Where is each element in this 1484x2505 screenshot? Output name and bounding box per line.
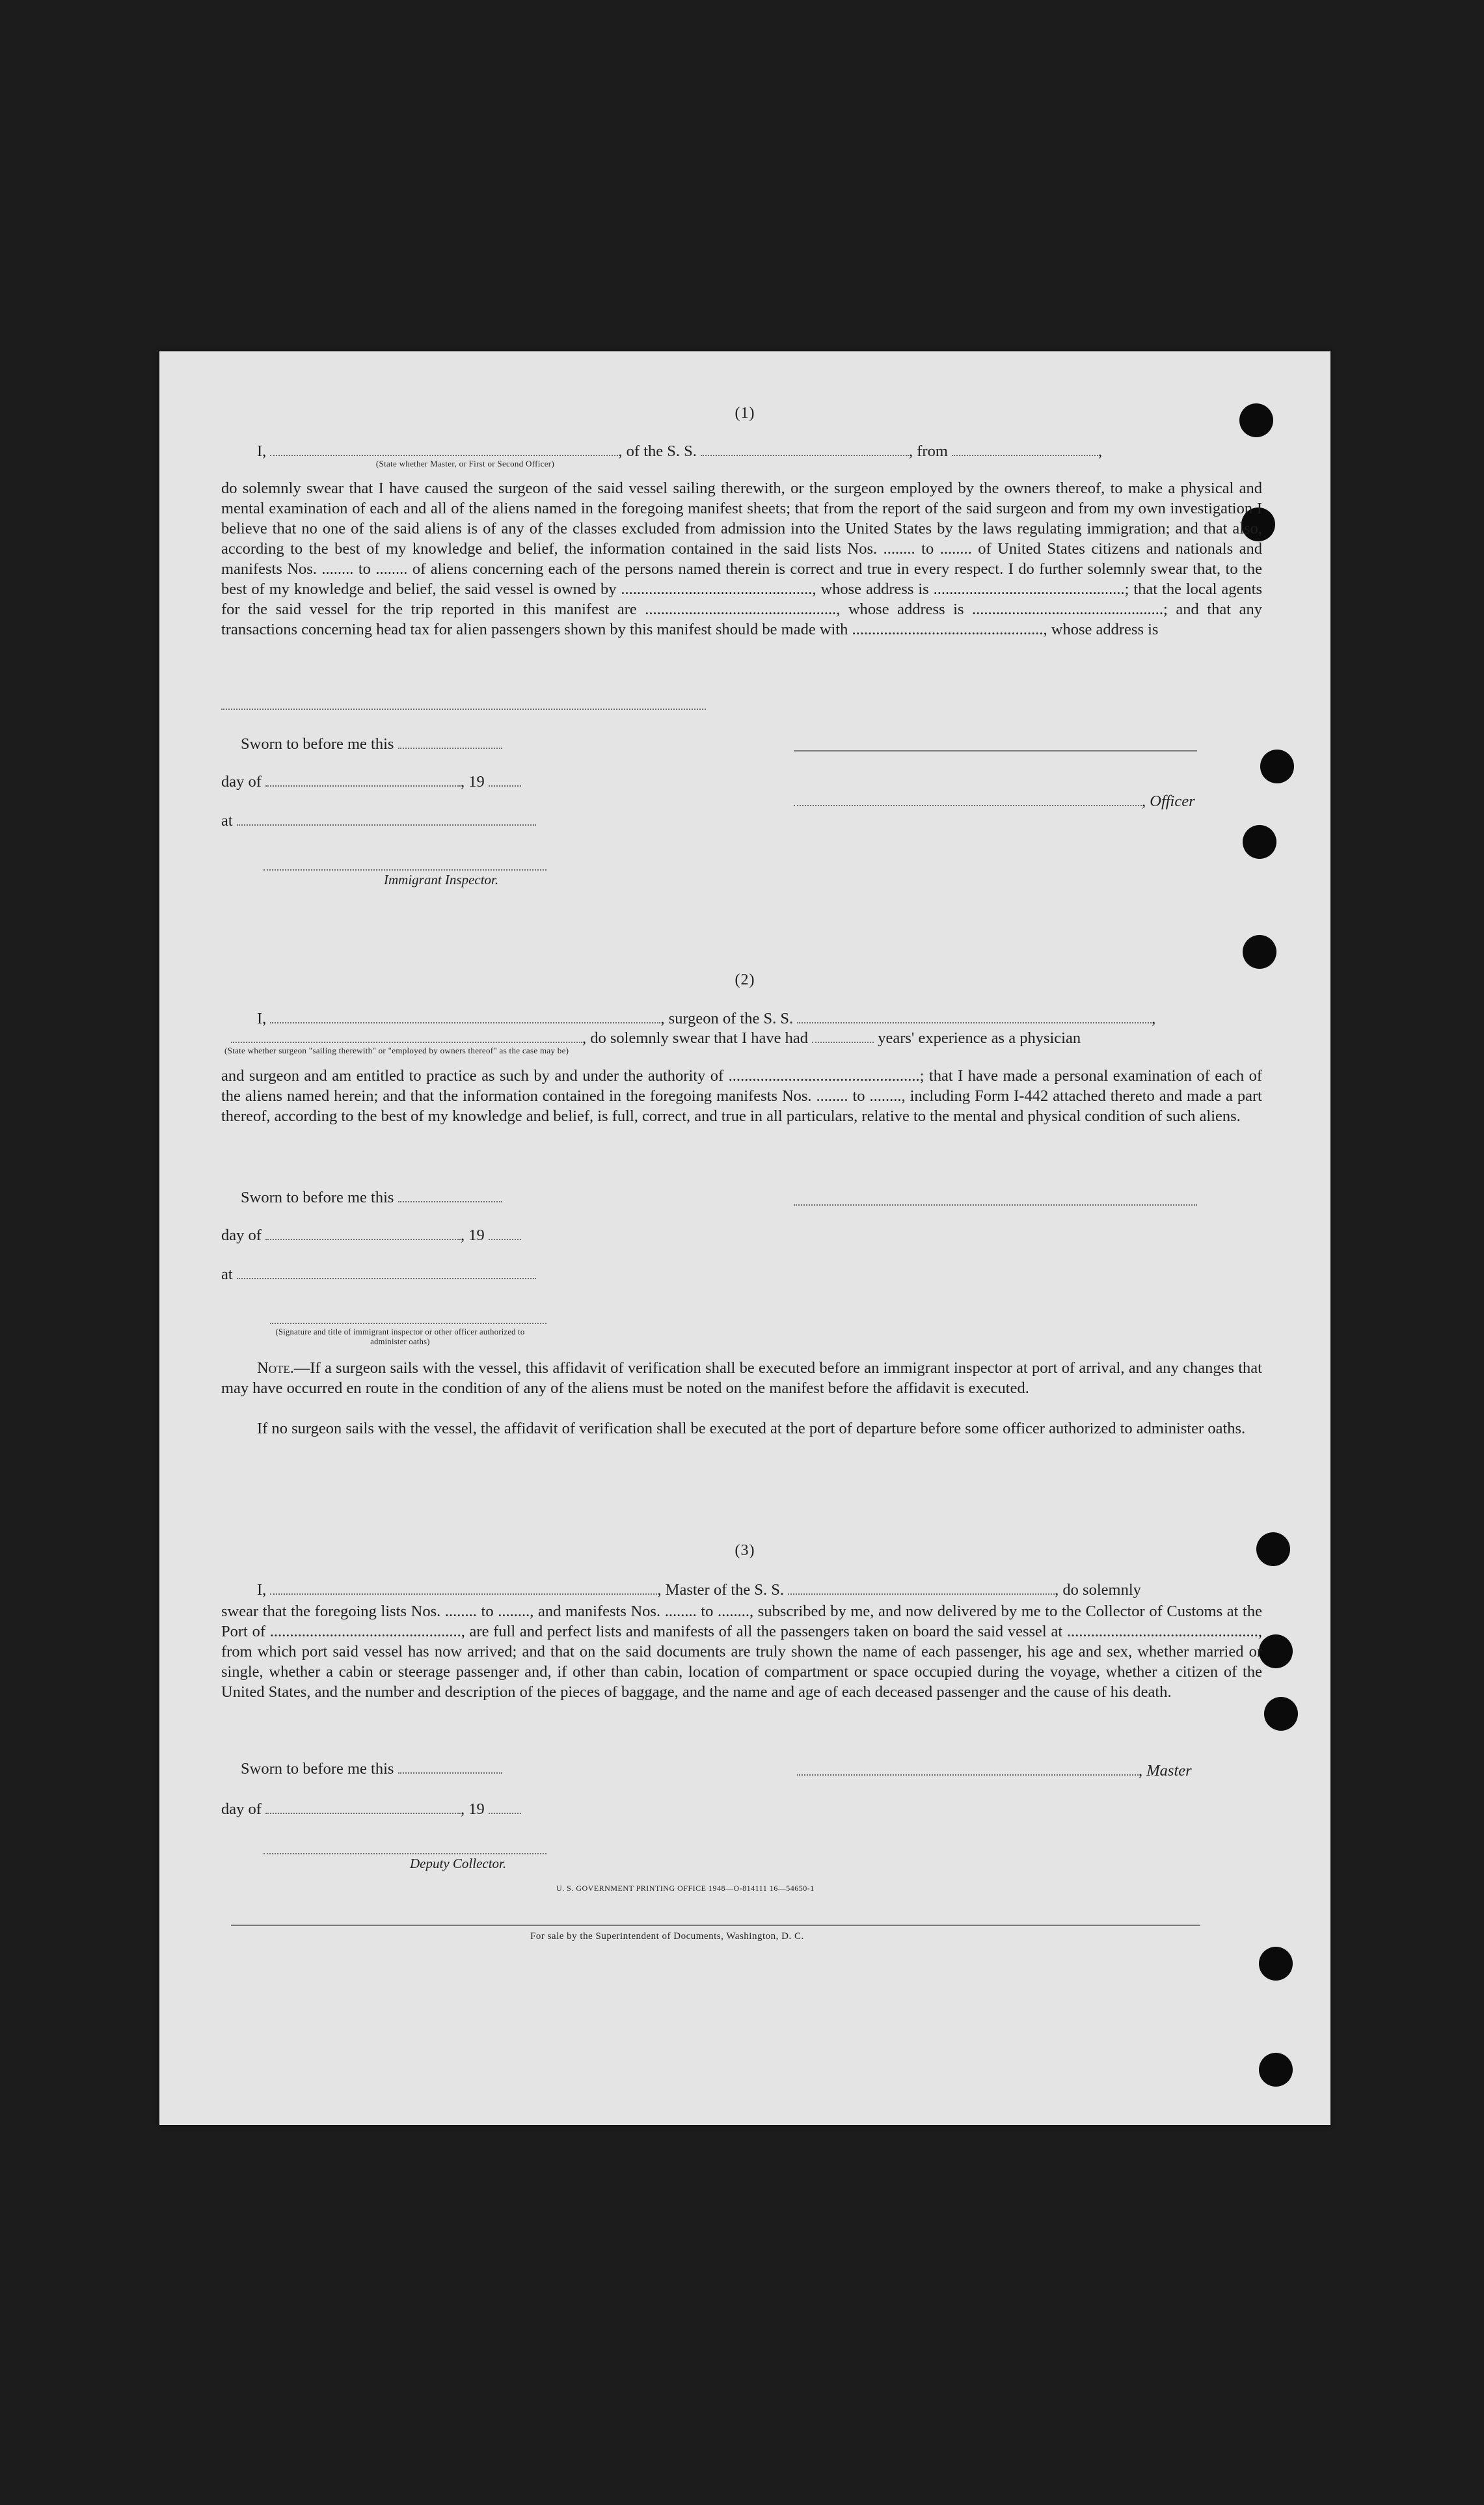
s1-of-ss-label: , of the S. S. — [618, 442, 697, 460]
s1-officer-label: , Officer — [1142, 792, 1195, 810]
s1-at-field[interactable] — [237, 824, 536, 826]
s2-note-text: —If a surgeon sails with the vessel, this affidavit of verification shall be executed before an immigrant inspector at port of arrival, and any changes that may have occurred en route in the condition of any of the aliens must be noted on the manifest before the affidavit is executed. — [221, 1359, 1262, 1397]
s1-address-line[interactable] — [221, 708, 706, 710]
s2-line2 — [231, 1029, 1081, 1048]
s2-at-label: at — [221, 1266, 233, 1283]
s1-port-field[interactable] — [952, 454, 1098, 456]
s1-year-field[interactable] — [489, 785, 521, 787]
s1-officer — [794, 792, 1195, 811]
s2-line1-end: , — [1152, 1010, 1156, 1027]
s2-at — [221, 1266, 536, 1284]
s2-surgeon-caption: (State whether surgeon "sailing therewith" or "employed by owners thereof" as the case may be) — [224, 1046, 569, 1055]
s1-sworn — [241, 735, 502, 753]
punch-hole — [1259, 1947, 1293, 1981]
s3-name-field[interactable] — [270, 1593, 657, 1595]
s1-officer-signature-line[interactable] — [794, 750, 1197, 752]
punch-hole — [1243, 825, 1276, 859]
s1-officer-field[interactable] — [794, 804, 1142, 806]
s1-sworn-label: Sworn to before me this — [241, 735, 394, 753]
s1-line1-end: , — [1098, 442, 1103, 460]
s2-surgeon-signature-line[interactable] — [794, 1204, 1197, 1206]
section-3-number: (3) — [735, 1542, 755, 1559]
s3-deputy-caption: Deputy Collector. — [410, 1856, 507, 1871]
for-sale-notice: For sale by the Superintendent of Documents, Washington, D. C. — [530, 1931, 804, 1942]
s2-dayof — [221, 1226, 521, 1245]
s2-sworn — [241, 1189, 502, 1207]
s1-inspector-sig-line[interactable] — [263, 869, 546, 871]
s1-body: do solemnly swear that I have caused the surgeon of the said vessel sailing therewith, or the surgeon employed by the owners thereof, to make a physical and mental examination of each and all of the aliens named in the foregoing manifest sheets; that from the report of the said surgeon and from my own investigation I believe that no one of the said aliens is of any of the classes excluded from admission into the United States by the laws regulating immigration; and that also, according to the best of my knowledge and belief, the information contained in the said lists Nos. ........ to ........ of United States citizens and nationals and manifests Nos. ........ to ........ of aliens concerning each of the persons named therein is correct and true in every respect. I do further solemnly swear that, to the best of my knowledge and belief, the said vessel is owned by ................................................, whose address is ................................................; that the local agents for the said vessel for the trip reported in this manifest are ................................................, whose address is ................................................; and that any transactions concerning head tax for alien passengers shown by this manifest should be made with ................................................, whose address is — [221, 480, 1262, 638]
s2-name-field[interactable] — [270, 1022, 660, 1023]
s2-capacity-field[interactable] — [231, 1041, 582, 1043]
s2-note-label: Note. — [257, 1359, 294, 1377]
s3-sworn — [241, 1760, 502, 1778]
punch-hole — [1264, 1697, 1298, 1731]
s3-day-field[interactable] — [265, 1812, 461, 1814]
s2-years-field[interactable] — [812, 1041, 874, 1043]
s2-ship-field[interactable] — [797, 1022, 1152, 1023]
footer-rule — [231, 1925, 1200, 1926]
s3-dayof-label: day of — [221, 1800, 262, 1818]
s2-years-label: years' experience as a physician — [878, 1029, 1081, 1047]
s2-note-1 — [221, 1358, 1262, 1398]
s2-sworn-label: Sworn to before me this — [241, 1189, 394, 1206]
s2-sworn-field[interactable] — [398, 1200, 502, 1202]
punch-hole — [1259, 1634, 1293, 1668]
s1-line1 — [257, 442, 1194, 461]
s3-year-field[interactable] — [489, 1812, 521, 1814]
punch-hole — [1259, 2053, 1293, 2087]
s2-surgeon-label: , surgeon of the S. S. — [660, 1010, 794, 1027]
s3-deputy-sig-line[interactable] — [263, 1852, 546, 1854]
s2-day-field[interactable] — [265, 1238, 461, 1240]
s1-master-caption: (State whether Master, or First or Second Officer) — [375, 459, 555, 468]
s1-year-label: , 19 — [461, 773, 485, 791]
s1-dayof — [221, 773, 521, 791]
s1-from-label: , from — [909, 442, 948, 460]
s3-line1 — [257, 1581, 1141, 1599]
s1-ship-field[interactable] — [701, 454, 909, 456]
s3-swear-label: , do solemnly — [1055, 1581, 1141, 1599]
s1-i-label: I, — [257, 442, 267, 460]
s2-i-label: I, — [257, 1010, 267, 1027]
s3-body: swear that the foregoing lists Nos. ........ to ........, and manifests Nos. ........ to ........, subscribed by me, and now delivered by me to the Collector of Customs at the Port of ................................................, are full and perfect lists and manifests of all the passengers taken on board the said vessel at ................................................, from which port said vessel has now arrived; and that on the said documents are truly shown the name of each passenger, his age and sex, whether married or single, whether a cabin or steerage passenger and, if other than cabin, location of compartment or space occupied during the voyage, whether a citizen of the United States, and the number and description of the pieces of baggage, and the name and age of each deceased passenger and the cause of his death. — [221, 1603, 1262, 1701]
s3-master — [797, 1762, 1192, 1780]
s1-at — [221, 812, 536, 830]
s3-master-label: , Master of the S. S. — [657, 1581, 785, 1599]
s2-line1 — [257, 1010, 1155, 1028]
s2-swear-label: , do solemnly swear that I have had — [582, 1029, 808, 1047]
s2-note-2: If no surgeon sails with the vessel, the affidavit of verification shall be executed at the port of departure before some officer authorized to administer oaths. — [257, 1420, 1246, 1437]
s1-inspector-caption: Immigrant Inspector. — [384, 872, 499, 887]
s3-year-label: , 19 — [461, 1800, 485, 1818]
s2-year-label: , 19 — [461, 1226, 485, 1244]
gpo-imprint: U. S. GOVERNMENT PRINTING OFFICE 1948—O-814111 16—54650-1 — [556, 1884, 815, 1893]
s1-dayof-label: day of — [221, 773, 262, 791]
s3-sworn-field[interactable] — [398, 1772, 502, 1774]
s3-master-sig-label: , Master — [1139, 1762, 1192, 1780]
punch-hole — [1243, 935, 1276, 969]
s1-at-label: at — [221, 812, 233, 830]
s1-name-field[interactable] — [270, 454, 618, 456]
s2-year-field[interactable] — [489, 1238, 521, 1240]
s2-body: and surgeon and am entitled to practice as such by and under the authority of ................................................; that I have made a personal examination of each of the aliens named herein; and that the information contained in the foregoing manifests Nos. ........ to ........, including Form I-442 attached thereto and made a part thereof, according to the best of my knowledge and belief, is full, correct, and true in all particulars, relative to the mental and physical condition of such aliens. — [221, 1067, 1262, 1125]
s1-sworn-field[interactable] — [398, 747, 502, 749]
section-1-number: (1) — [735, 405, 755, 422]
form-page — [159, 351, 1330, 2125]
s3-dayof — [221, 1800, 521, 1819]
s3-sworn-label: Sworn to before me this — [241, 1760, 394, 1778]
s3-master-field[interactable] — [797, 1774, 1139, 1776]
section-2-number: (2) — [735, 971, 755, 988]
s3-ship-field[interactable] — [788, 1593, 1055, 1595]
punch-hole — [1260, 750, 1294, 783]
s2-dayof-label: day of — [221, 1226, 262, 1244]
s2-at-field[interactable] — [237, 1277, 536, 1279]
s2-officer-sig-line[interactable] — [270, 1322, 546, 1324]
s1-day-field[interactable] — [265, 785, 461, 787]
s2-officer-caption: (Signature and title of immigrant inspector or other officer authorized to administer oaths) — [275, 1327, 525, 1346]
s3-i-label: I, — [257, 1581, 267, 1599]
